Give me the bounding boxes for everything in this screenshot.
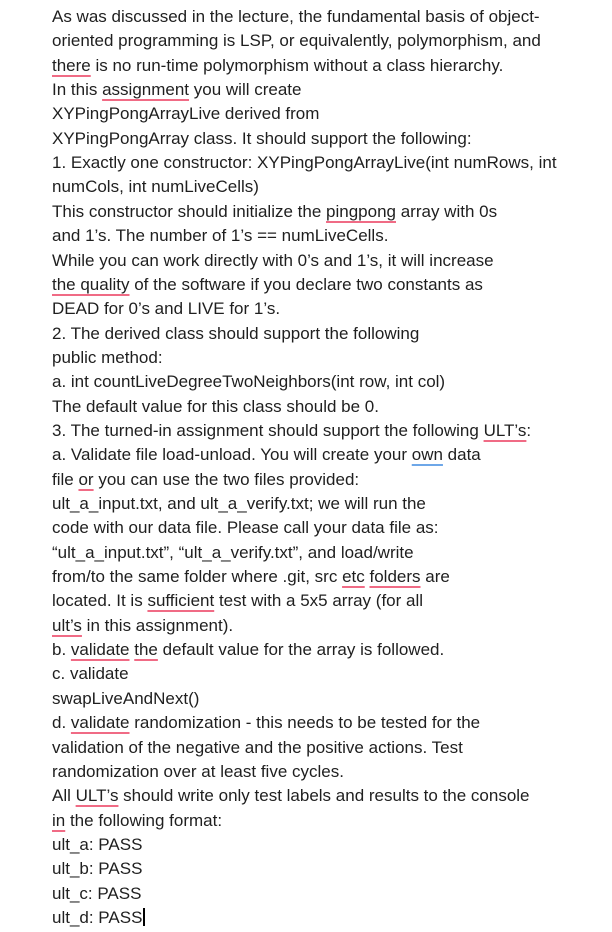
text-run: randomization - this needs to be tested for the [129, 713, 481, 733]
text-run: The default value for this class should be 0. [52, 396, 379, 416]
text-line [52, 566, 450, 588]
spelling-flagged-word: pingpong [326, 201, 396, 221]
text-run: All [52, 786, 76, 806]
text-run: ult_d: PASS [52, 907, 143, 927]
text-line [52, 590, 423, 612]
text-line [52, 469, 359, 491]
text-run: from/to the same folder where .git, src [52, 567, 343, 587]
spelling-flagged-word: the [134, 640, 158, 660]
text-run: swapLiveAndNext() [52, 688, 200, 708]
text-run: 3. The turned-in assignment should support the following [52, 420, 484, 440]
text-run: the following format: [65, 810, 223, 830]
text-line [52, 420, 531, 442]
spelling-flagged-word: ult’s [52, 615, 82, 635]
text-run: default value for the array is followed. [157, 640, 445, 660]
text-line [52, 225, 388, 247]
text-run: are [420, 567, 450, 587]
text-line [52, 858, 142, 880]
text-run: of the software if you declare two constants as [129, 274, 483, 294]
text-run: 1. Exactly one constructor: XYPingPongArrayLive(int numRows, int [52, 153, 557, 173]
text-line [52, 688, 199, 710]
text-run: oriented programming is LSP, or equivalently, polymorphism, and [52, 31, 541, 51]
text-line [52, 6, 540, 28]
text-run: a. int countLiveDegreeTwoNeighbors(int row, int col) [52, 372, 446, 392]
text-line [52, 907, 145, 929]
text-line [52, 128, 472, 150]
text-run: DEAD for 0’s and LIVE for 1’s. [52, 299, 281, 319]
text-run: in this assignment). [81, 615, 234, 635]
text-line [52, 493, 426, 515]
text-line [52, 55, 503, 77]
text-line [52, 615, 233, 637]
text-line [52, 639, 444, 661]
spelling-flagged-word: the quality [52, 274, 130, 294]
spelling-flagged-word: ULT’s [75, 786, 119, 806]
text-run: c. validate [52, 664, 129, 684]
text-run: : [526, 420, 532, 440]
text-cursor [143, 908, 145, 926]
text-run: public method: [52, 347, 163, 367]
text-run: code with our data file. Please call your data file as: [52, 518, 439, 538]
text-line [52, 103, 319, 125]
text-run: should write only test labels and results to the console [118, 786, 530, 806]
text-run: b. [52, 640, 71, 660]
text-run: you can use the two files provided: [93, 469, 360, 489]
text-line [52, 298, 280, 320]
text-run: “ult_a_input.txt”, “ult_a_verify.txt”, and load/write [52, 542, 414, 562]
text-run: 2. The derived class should support the following [52, 323, 420, 343]
text-line [52, 347, 163, 369]
text-line [52, 396, 379, 418]
text-line [52, 274, 483, 296]
text-run: file [52, 469, 79, 489]
text-run: ult_a_input.txt, and ult_a_verify.txt; we will run the [52, 494, 426, 513]
text-line [52, 323, 419, 345]
text-run: ult_a: PASS [52, 834, 143, 854]
spelling-flagged-word: folders [369, 567, 421, 587]
text-line [52, 201, 497, 223]
spelling-flagged-word: in [52, 810, 66, 830]
text-run: ult_c: PASS [52, 883, 142, 903]
text-run: While you can work directly with 0’s and 1’s, it will increase [52, 250, 494, 270]
text-run: ult_b: PASS [52, 859, 143, 879]
text-run: XYPingPongArrayLive derived from [52, 104, 320, 124]
spelling-flagged-word: validate [70, 713, 130, 733]
text-line [52, 712, 480, 734]
text-run: d. [52, 713, 71, 733]
grammar-flagged-word: own [411, 445, 443, 465]
text-line [52, 810, 222, 832]
text-run: array with 0s [396, 201, 498, 221]
text-run: numCols, int numLiveCells) [52, 177, 259, 197]
text-run: randomization over at least five cycles. [52, 761, 344, 781]
text-run: XYPingPongArray class. It should support the following: [52, 128, 472, 148]
text-line [52, 517, 439, 539]
text-line [52, 444, 481, 466]
text-line [52, 152, 557, 174]
spelling-flagged-word: ULT’s [483, 420, 527, 440]
spelling-flagged-word: or [78, 469, 94, 489]
text-run: validation of the negative and the positive actions. Test [52, 737, 463, 757]
spelling-flagged-word: validate [70, 640, 130, 660]
text-line [52, 737, 463, 759]
text-run: data [442, 445, 481, 465]
text-run: This constructor should initialize the [52, 201, 327, 221]
text-line [52, 371, 445, 393]
text-run: test with a 5x5 array (for all [214, 591, 424, 611]
text-run: is no run-time polymorphism without a class hierarchy. [90, 55, 504, 75]
text-line [52, 79, 301, 101]
text-line [52, 883, 141, 905]
text-run: you will create [189, 80, 302, 100]
spelling-flagged-word: etc [342, 567, 365, 587]
spelling-flagged-word: assignment [102, 80, 190, 100]
text-line [52, 542, 414, 564]
text-line [52, 250, 494, 272]
text-line [52, 30, 541, 52]
text-run: and 1’s. The number of 1’s == numLiveCells. [52, 226, 389, 246]
text-line [52, 834, 142, 856]
text-run: As was discussed in the lecture, the fundamental basis of object- [52, 7, 540, 26]
spelling-flagged-word: sufficient [147, 591, 215, 611]
text-line [52, 761, 344, 783]
text-run: a. Validate file load-unload. You will create your [52, 445, 412, 465]
text-line [52, 663, 129, 685]
text-line [52, 176, 259, 198]
spelling-flagged-word: there [52, 55, 91, 75]
text-run: located. It is [52, 591, 148, 611]
text-run: In this [52, 80, 103, 100]
text-line [52, 785, 530, 807]
